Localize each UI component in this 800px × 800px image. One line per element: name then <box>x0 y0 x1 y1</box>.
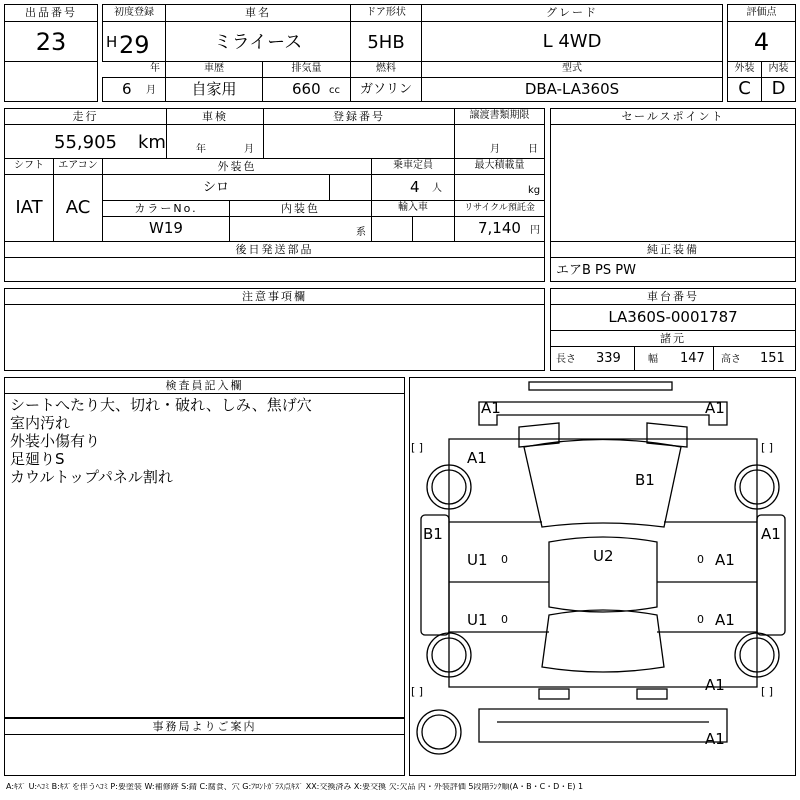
color-no-label: カラーNo. <box>134 202 198 215</box>
history-label: 車歴 <box>204 63 224 74</box>
mileage-label: 走行 <box>72 110 99 123</box>
interior-color-unit: 系 <box>356 227 366 238</box>
inspection-year-unit: 年 <box>196 144 206 155</box>
inspector-line: カウルトップパネル割れ <box>10 468 173 486</box>
mark-fender-left: A1 <box>467 449 487 467</box>
mark-roof: U2 <box>593 547 614 565</box>
mark-zero-3: 0 <box>501 613 508 626</box>
bracket-right-top: [ ] <box>761 441 774 454</box>
chassis-value: LA360S-0001787 <box>608 308 738 326</box>
office-label: 事務局よりご案内 <box>152 720 257 733</box>
capacity-label: 乗車定員 <box>393 160 433 171</box>
interior-color-cell <box>229 216 372 242</box>
mark-zero-2: 0 <box>697 553 704 566</box>
first-reg-year: 29 <box>119 31 150 59</box>
front-bumper <box>479 402 727 425</box>
mark-door-fr: A1 <box>715 551 735 569</box>
mark-zero-4: 0 <box>697 613 704 626</box>
inspector-label: 検査員記入欄 <box>165 379 244 392</box>
import-cell-a <box>371 216 413 242</box>
inspector-notes <box>10 396 312 486</box>
load-unit: kg <box>528 185 541 196</box>
lot-no-blank <box>4 61 98 102</box>
specs-label: 諸元 <box>660 332 686 345</box>
car-name-label: 車名 <box>245 6 271 19</box>
sales-point-label: セールスポイント <box>621 110 725 123</box>
damage-diagram <box>409 377 796 776</box>
transfer-month-unit: 月 <box>490 144 500 155</box>
import-cell-b <box>412 216 455 242</box>
fuel-label: 燃料 <box>376 63 396 74</box>
mark-right-side: A1 <box>761 525 781 543</box>
hood-panel <box>524 440 681 528</box>
capacity-value: 4 <box>410 178 420 196</box>
genuine-value: エアB PS PW <box>556 263 636 278</box>
model-value: DBA-LA360S <box>524 80 620 98</box>
reg-no-label: 登録番号 <box>333 110 385 123</box>
width-label: 幅 <box>648 354 658 365</box>
color-label: 外装色 <box>217 160 257 173</box>
color-no-value: W19 <box>149 219 183 237</box>
load-label: 最大積載量 <box>474 160 525 171</box>
inspector-line: 外装小傷有り <box>10 432 101 450</box>
bracket-left-bottom: [ ] <box>411 685 424 698</box>
inspection-label: 車検 <box>202 110 228 123</box>
displacement-label: 排気量 <box>291 63 322 74</box>
later-parts-cell <box>4 257 545 282</box>
genuine-label: 純正装備 <box>647 243 699 256</box>
ac-value: AC <box>65 197 91 218</box>
inspection-month-unit: 月 <box>244 144 254 155</box>
mark-door-fl: U1 <box>467 551 488 569</box>
first-reg-month-cell <box>102 77 166 102</box>
car-name-value: ミライース <box>213 32 303 53</box>
chassis-label: 車台番号 <box>647 290 699 303</box>
reg-no-cell <box>263 124 455 159</box>
ext-value: C <box>738 78 751 99</box>
door-value: 5HB <box>367 32 405 53</box>
width-value: 147 <box>680 351 705 366</box>
score-value: 4 <box>753 28 770 56</box>
mark-door-rr: A1 <box>715 611 735 629</box>
rear-window <box>542 610 664 672</box>
ac-label: エアコン <box>58 160 98 171</box>
color-cell-extra <box>329 174 372 201</box>
fuel-value: ガソリン <box>359 82 412 97</box>
sales-point-cell <box>550 124 796 242</box>
grade-value: L 4WD <box>542 31 602 52</box>
inspector-line: 足廻りS <box>10 450 65 468</box>
bracket-left-top: [ ] <box>411 441 424 454</box>
history-value: 自家用 <box>191 80 237 98</box>
legend-text: A:ｷｽﾞ U:ﾍｺﾐ B:ｷｽﾞを伴うﾍｺﾐ P:要塗装 W:補修跡 S:錆 C:腐食、穴 G:ﾌﾛﾝﾄｶﾞﾗｽ点ｷｽﾞ XX:交換済み X:要交換 欠:欠品 内・外装評価 5段階ﾗﾝｸ順(A・B・C・D・E) 1 <box>6 783 584 791</box>
first-reg-era: H <box>106 33 118 51</box>
office-cell <box>4 734 405 776</box>
height-value: 151 <box>760 351 785 366</box>
length-value: 339 <box>596 351 621 366</box>
model-label: 型式 <box>562 63 582 74</box>
mark-bumper-rear: A1 <box>705 730 725 748</box>
later-parts-label: 後日発送部品 <box>235 243 314 256</box>
lot-no-value: 23 <box>35 28 67 56</box>
front-bumper-bar <box>529 382 672 390</box>
length-label: 長さ <box>556 354 576 365</box>
notes-label: 注意事項欄 <box>242 290 307 303</box>
shift-label: シフト <box>14 160 44 171</box>
mark-rear-right: A1 <box>705 676 725 694</box>
door-label: ドア形状 <box>366 7 406 18</box>
import-label: 輸入車 <box>398 202 428 213</box>
capacity-unit: 人 <box>432 183 442 194</box>
mileage-value: 55,905 <box>54 132 117 153</box>
mileage-unit: km <box>138 132 166 153</box>
lot-no-label: 出品番号 <box>25 6 77 19</box>
recycle-label: リサイクル預託金 <box>464 203 535 213</box>
headlight-left <box>519 423 559 447</box>
mark-hood: B1 <box>635 471 655 489</box>
displacement-value: 660 <box>292 80 321 98</box>
mark-zero-1: 0 <box>501 553 508 566</box>
displacement-unit: cc <box>329 85 340 96</box>
transfer-label: 譲渡書類期限 <box>469 110 530 121</box>
first-reg-year-unit: 年 <box>150 63 160 74</box>
recycle-unit: 円 <box>530 225 540 236</box>
first-reg-label: 初度登録 <box>114 7 154 18</box>
rear-light-right <box>637 689 667 699</box>
shift-value: IAT <box>15 197 43 218</box>
score-label: 評価点 <box>746 7 777 18</box>
mark-front-right: A1 <box>705 399 725 417</box>
interior-color-label: 内装色 <box>281 202 320 215</box>
mark-door-rl: U1 <box>467 611 488 629</box>
transfer-day-unit: 日 <box>528 144 538 155</box>
int-label: 内装 <box>768 63 789 74</box>
recycle-value: 7,140 <box>478 219 521 237</box>
rear-light-left <box>539 689 569 699</box>
inspector-line: シートへたり大、切れ・破れ、しみ、焦げ穴 <box>10 396 312 414</box>
bracket-right-bottom: [ ] <box>761 685 774 698</box>
rear-bumper <box>479 709 727 742</box>
inspector-line: 室内汚れ <box>10 414 71 432</box>
color-value: シロ <box>202 180 229 195</box>
mark-front-left: A1 <box>481 399 501 417</box>
spare-wheel <box>417 710 461 754</box>
grade-label: グレード <box>546 6 598 19</box>
first-reg-month: 6 <box>122 80 132 98</box>
spare-wheel-inner <box>422 715 456 749</box>
int-value: D <box>771 78 786 99</box>
headlight-right <box>647 423 687 447</box>
notes-cell <box>4 304 545 371</box>
height-label: 高さ <box>721 354 741 365</box>
ext-label: 外装 <box>734 63 755 74</box>
mark-left-side: B1 <box>423 525 443 543</box>
first-reg-month-unit: 月 <box>146 85 156 96</box>
